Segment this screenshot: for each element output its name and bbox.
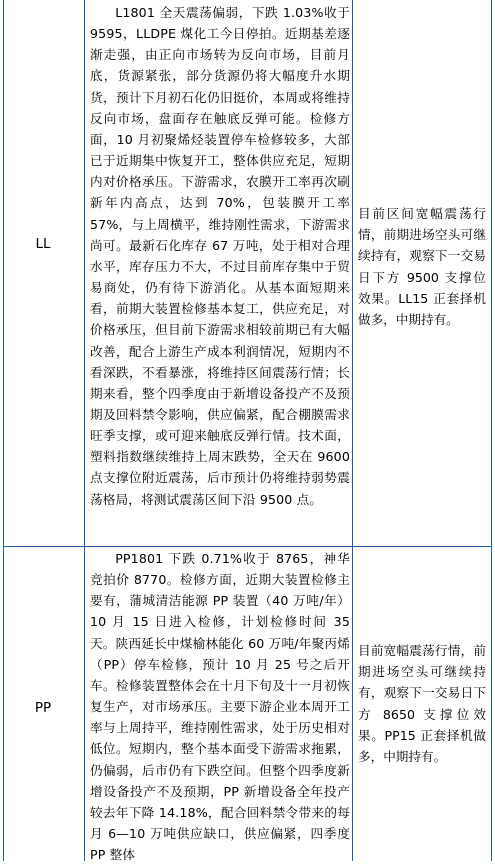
row-label-ll: LL [35,236,51,252]
pp-analysis-text: PP1801 下跌 0.71%收于 8765，神华竞拍价 8770。检修方面，近期大装置检修主要有，蒲城清洁能源 PP 装置（40 万吨/年）10 月 15 日进入检修，计划检修时间 35 天。陕西延长中煤榆林能化 60 万吨/年聚丙烯（PP）停车检修，预计 10 月 25 号之后开车。检修装置整体会在十月下旬及十一月初恢复生产，对市场承压。主要下游企业本周开工率与上周持平，维持刚性需求，处于历史相对低位。短期内，整个基本面受下游需求拖累，仍偏弱，后市仍有下跌空间。但整个四季度新增设备投产不及预期，PP 新增设备全年投产较去年下降 14.18%，配合回料禁令带来的每月 6—10 万吨供应缺口，供应偏紧，四季度 PP 整体 [90,551,350,863]
pp-strategy-cell: 目前宽幅震荡行情，前期进场空头可继续持有，观察下一交易日下方 8650 支撑位效果。PP15 正套择机做多，中期持有。 [358,643,486,765]
ll-analysis-text: L1801 全天震荡偏弱，下跌 1.03%收于 9595，LLDPE 煤化工今日停拍。近期基差逐渐走强，由正向市场转为反向市场，目前月底，货源紧张，部分货源仍将大幅度升水期货，预计下月初石化仍旧挺价，本周或将维持反向市场，盘面存在触底反弹可能。检修方面，10 月初聚烯烃装置停车检修较多，大部已于近期集中恢复开工，整体供应充足，短期内对价格承压。下游需求，农膜开工率再次刷新年内高点，达到 70%，包装膜开工率 57%，与上周横平，维持刚性需求，下游需求尚可。最新石化库存 67 万吨，处于相对合理水平，库存压力不大，不过目前库存集中于贸易商处，仍有待下游消化。从基本面短期来看，前期大装置检修基本复工，供应充足，对价格承压，但目前下游需求相较前期已有大幅改善，配合上游生产成本利润情况，短期内不看深跌，不看暴涨，将维持区间震荡行情；长期来看，整个四季度由于新增设备投产不及预期及回料禁令影响，供应偏紧，配合棚膜需求旺季支撑，或可迎来触底反弹行情。技术面，塑料指数继续维持上周末跌势，全天在 9600 点支撑位附近震荡，后市预计仍将维持弱势震荡格局，将测试震荡区间下沿 9500 点。 [90,5,350,507]
column-divider-2 [352,0,353,861]
pp-analysis-cell [90,548,350,865]
row-divider [3,546,492,547]
ll-strategy-cell: 目前区间宽幅震荡行情，前期进场空头可继续持有，观察下一交易日下方 9500 支撑位效果。LL15 正套择机做多，中期持有。 [358,206,486,328]
row-label-pp: PP [34,700,52,716]
ll-analysis-cell [90,2,350,510]
column-divider-1 [84,0,85,861]
